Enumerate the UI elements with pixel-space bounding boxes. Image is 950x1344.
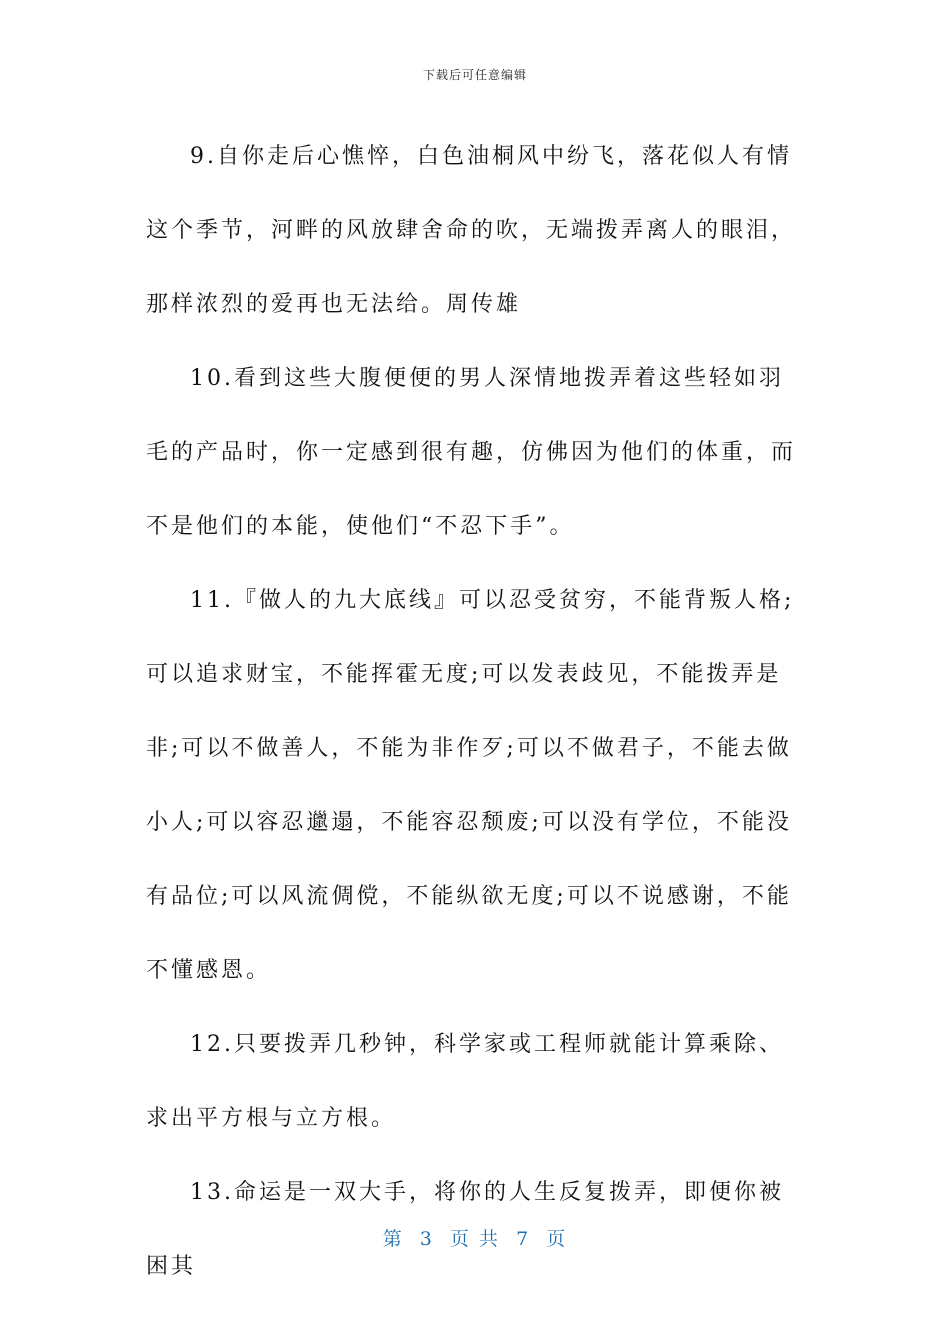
page-number-label: 第 3 页 共 7 页: [382, 1228, 568, 1250]
document-body: [146, 120, 806, 1304]
page-number-footer: [0, 1224, 950, 1251]
header-note: 下载后可任意编辑: [422, 68, 527, 82]
paragraph-10: 10.看到这些大腹便便的男人深情地拨弄着这些轻如羽毛的产品时，你一定感到很有趣，仿佛因为他们的体重，而不是他们的本能，使他们“不忍下手”。: [146, 366, 797, 539]
paragraph-11: 11.『做人的九大底线』可以忍受贫穷，不能背叛人格;可以追求财宝，不能挥霍无度;可以发表歧见，不能拨弄是非;可以不做善人，不能为非作歹;可以不做君子，不能去做小人;可以容忍邋遢，不能容忍颓废;可以没有学位，不能没有品位;可以风流倜傥，不能纵欲无度;可以不说感谢，不能不懂感恩。: [146, 588, 795, 983]
paragraph-13: 13.命运是一双大手，将你的人生反复拨弄，即便你被困其: [146, 1180, 784, 1279]
paragraph-12: 12.只要拨弄几秒钟，科学家或工程师就能计算乘除、求出平方根与立方根。: [146, 1032, 784, 1131]
paragraph-9: 9.自你走后心憔悴，白色油桐风中纷飞，落花似人有情这个季节，河畔的风放肆舍命的吹，无端拨弄离人的眼泪，那样浓烈的爱再也无法给。周传雄: [146, 144, 797, 317]
